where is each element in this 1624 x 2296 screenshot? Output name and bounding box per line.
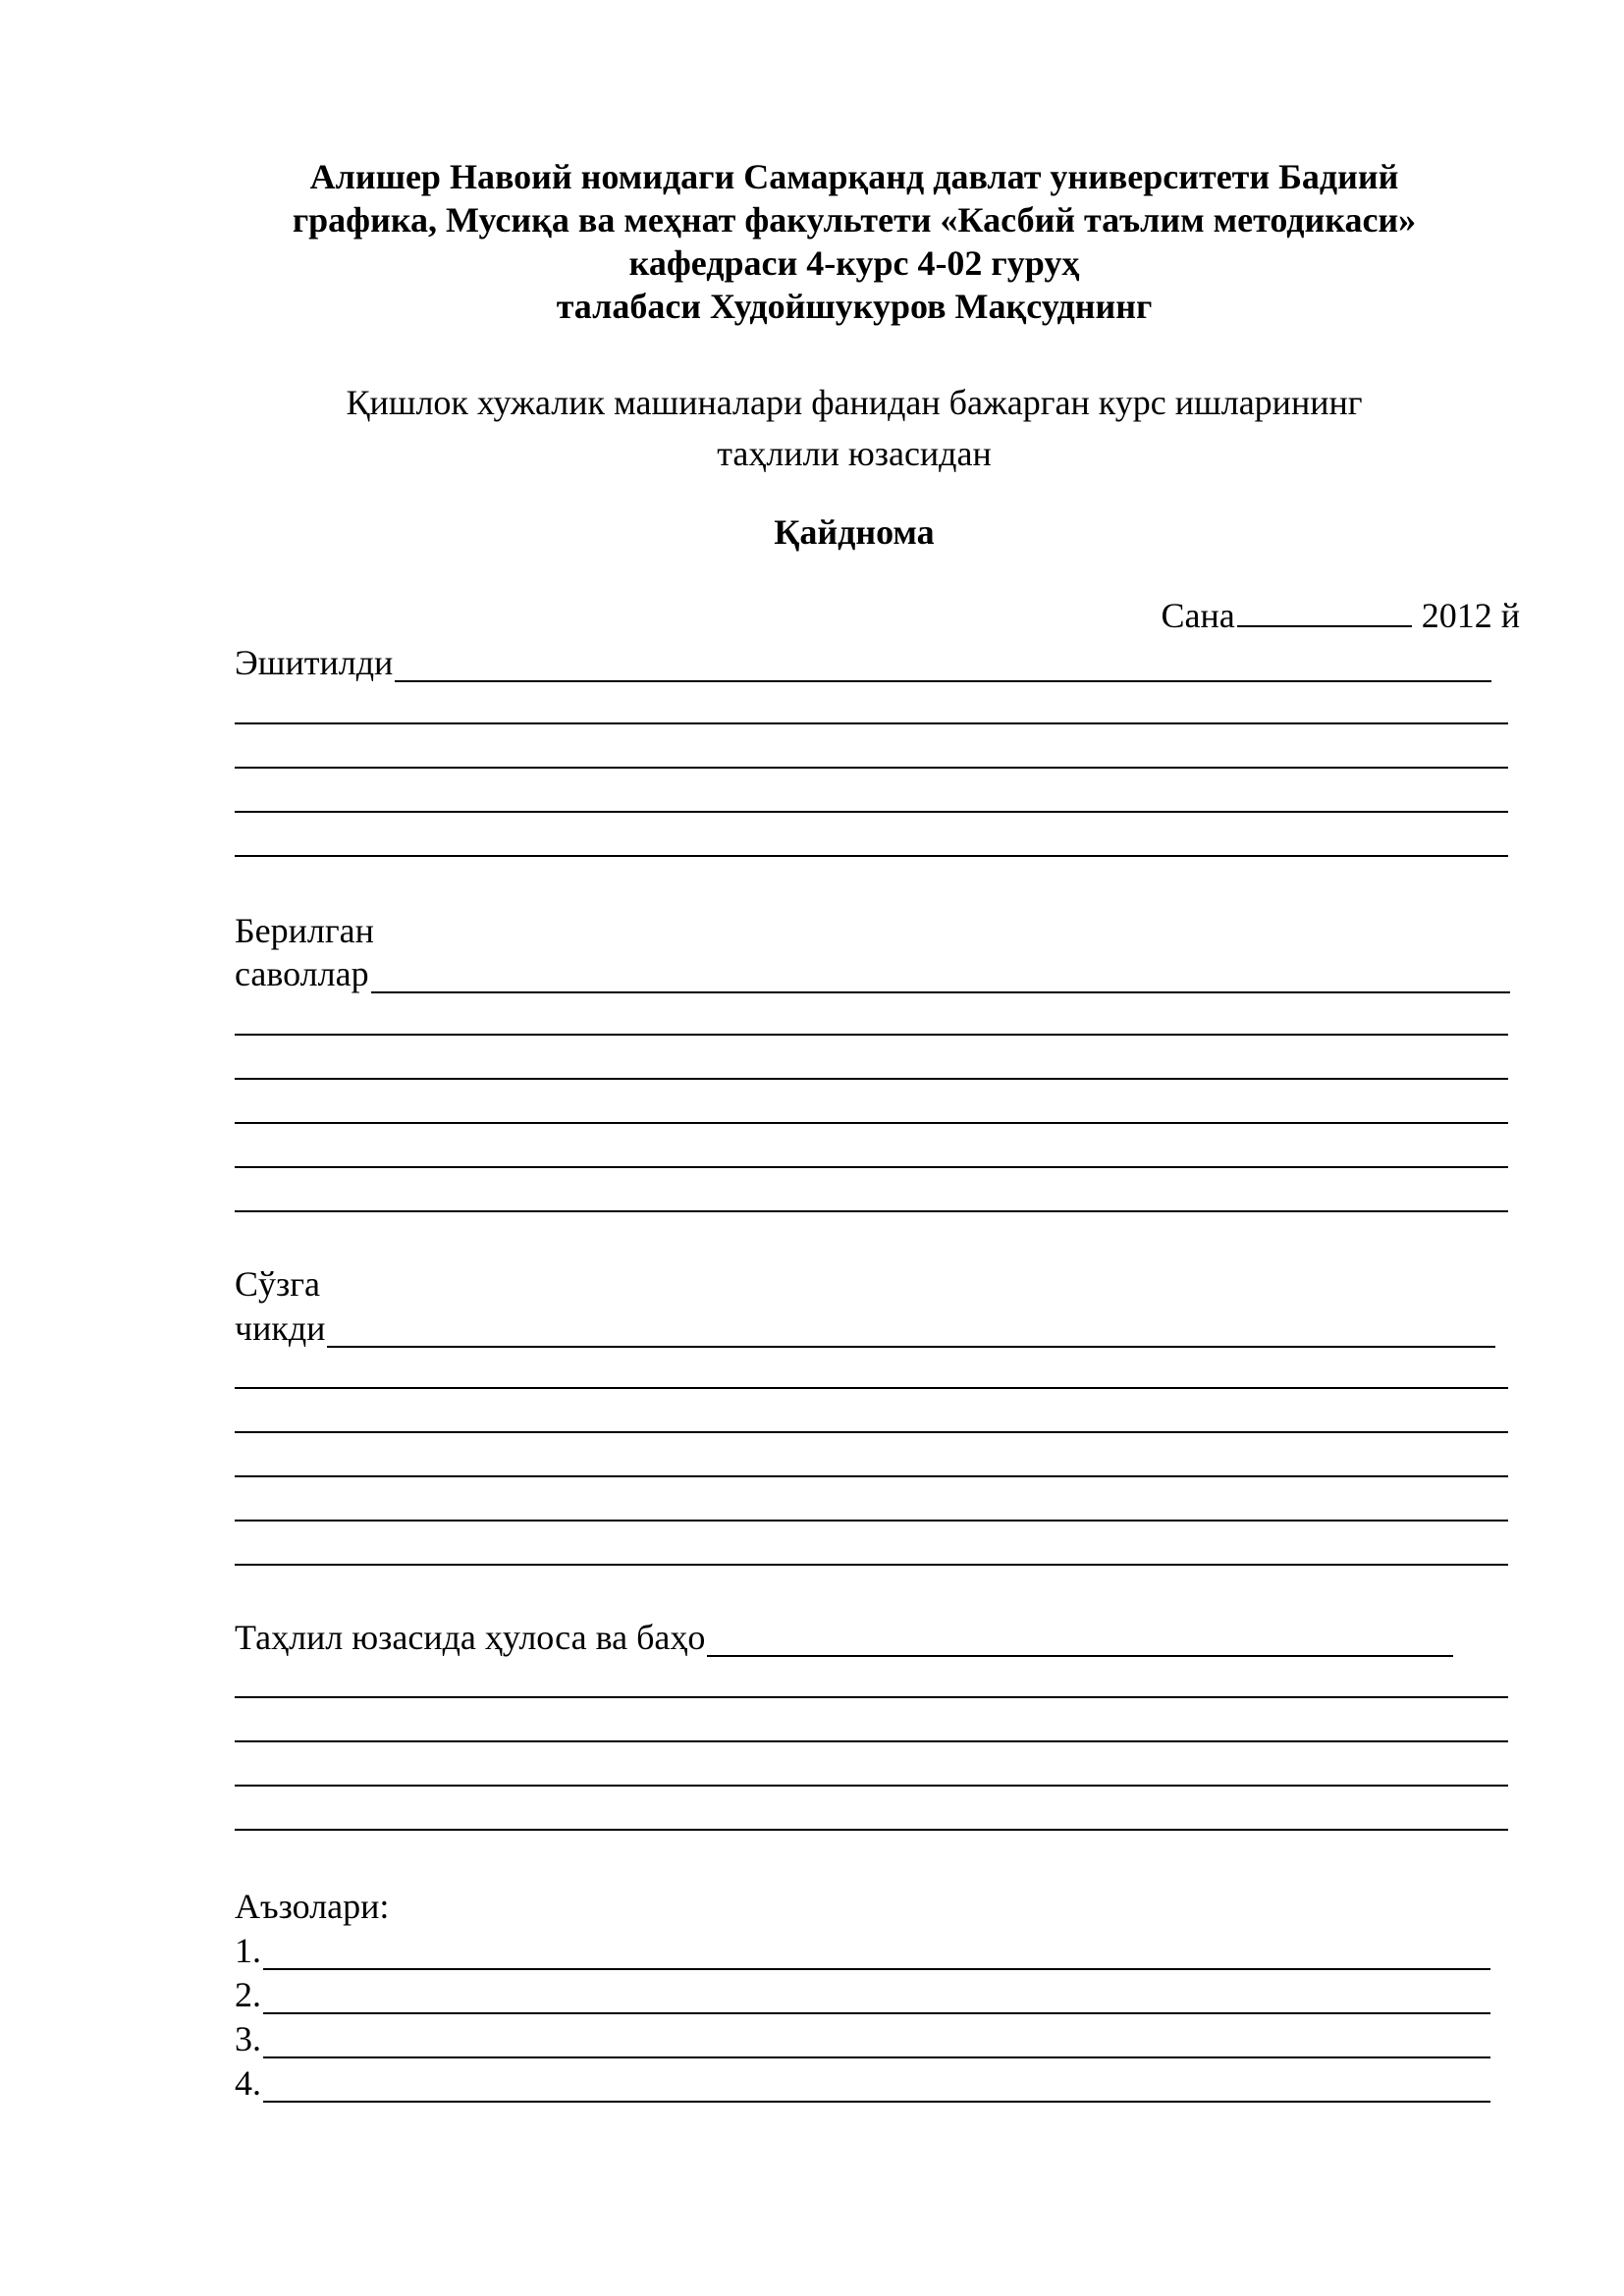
member-blank[interactable] (263, 2027, 1490, 2058)
member-number: 1. (235, 1931, 261, 1970)
blank-line[interactable] (235, 1829, 1508, 1831)
questions-blank[interactable] (371, 962, 1510, 993)
member-blank[interactable] (263, 2071, 1490, 2103)
conclusion-blank[interactable] (707, 1626, 1453, 1657)
date-year: 2012 й (1421, 596, 1520, 635)
conclusion-row (235, 1618, 1453, 1657)
blank-line[interactable] (235, 1696, 1508, 1698)
blank-line[interactable] (235, 1475, 1508, 1477)
blank-line[interactable] (235, 1078, 1508, 1080)
member-number: 2. (235, 1975, 261, 2014)
blank-line[interactable] (235, 722, 1508, 724)
blank-line[interactable] (235, 855, 1508, 857)
document-title: Қайднома (774, 512, 935, 552)
member-number: 4. (235, 2063, 261, 2103)
blank-line[interactable] (235, 1387, 1508, 1389)
blank-line[interactable] (235, 1431, 1508, 1433)
header-line: кафедраси 4-курс 4-02 гуруҳ (628, 243, 1080, 283)
blank-line[interactable] (235, 1122, 1508, 1124)
blank-line[interactable] (235, 1520, 1508, 1522)
spoke-row (235, 1308, 1495, 1348)
member-blank[interactable] (263, 1983, 1490, 2014)
blank-line[interactable] (235, 767, 1508, 769)
blank-line[interactable] (235, 1034, 1508, 1036)
questions-label-line2: саволлар (235, 954, 369, 993)
blank-line[interactable] (235, 1166, 1508, 1168)
spoke-blank[interactable] (327, 1316, 1495, 1348)
blank-line[interactable] (235, 811, 1508, 813)
heard-blank[interactable] (395, 651, 1491, 682)
date-blank[interactable] (1237, 598, 1412, 627)
blank-line[interactable] (235, 1564, 1508, 1566)
subtitle-line: таҳлили юзасидан (717, 434, 992, 473)
member-row (235, 1931, 1490, 1970)
members-label: Аъзолари: (235, 1887, 390, 1926)
blank-line[interactable] (235, 1210, 1508, 1212)
blank-line[interactable] (235, 1785, 1508, 1787)
member-blank[interactable] (263, 1939, 1490, 1970)
spoke-label-line1: Сўзга (235, 1264, 320, 1304)
document-subtitle (157, 377, 1551, 479)
date-label: Сана (1161, 596, 1235, 635)
member-row (235, 2019, 1490, 2058)
subtitle-line: Қишлок хужалик машиналари фанидан бажарган курс ишларининг (346, 383, 1363, 422)
heard-row (235, 643, 1491, 682)
member-row (235, 1975, 1490, 2014)
member-number: 3. (235, 2019, 261, 2058)
header-line: графика, Мусиқа ва меҳнат факультети «Касбий таълим методикаси» (292, 200, 1417, 240)
document-header (157, 155, 1551, 328)
questions-row (235, 954, 1510, 993)
header-line: талабаси Худойшукуров Мақсуднинг (556, 287, 1153, 326)
date-field (1162, 594, 1521, 637)
header-line: Алишер Навоий номидаги Самарқанд давлат университети Бадиий (309, 157, 1399, 196)
blank-line[interactable] (235, 1740, 1508, 1742)
conclusion-label: Таҳлил юзасида ҳулоса ва баҳо (235, 1618, 706, 1657)
heard-label: Эшитилди (235, 643, 394, 682)
spoke-label-line2: чикди (235, 1308, 326, 1348)
questions-label-line1: Берилган (235, 911, 374, 950)
member-row (235, 2063, 1490, 2103)
